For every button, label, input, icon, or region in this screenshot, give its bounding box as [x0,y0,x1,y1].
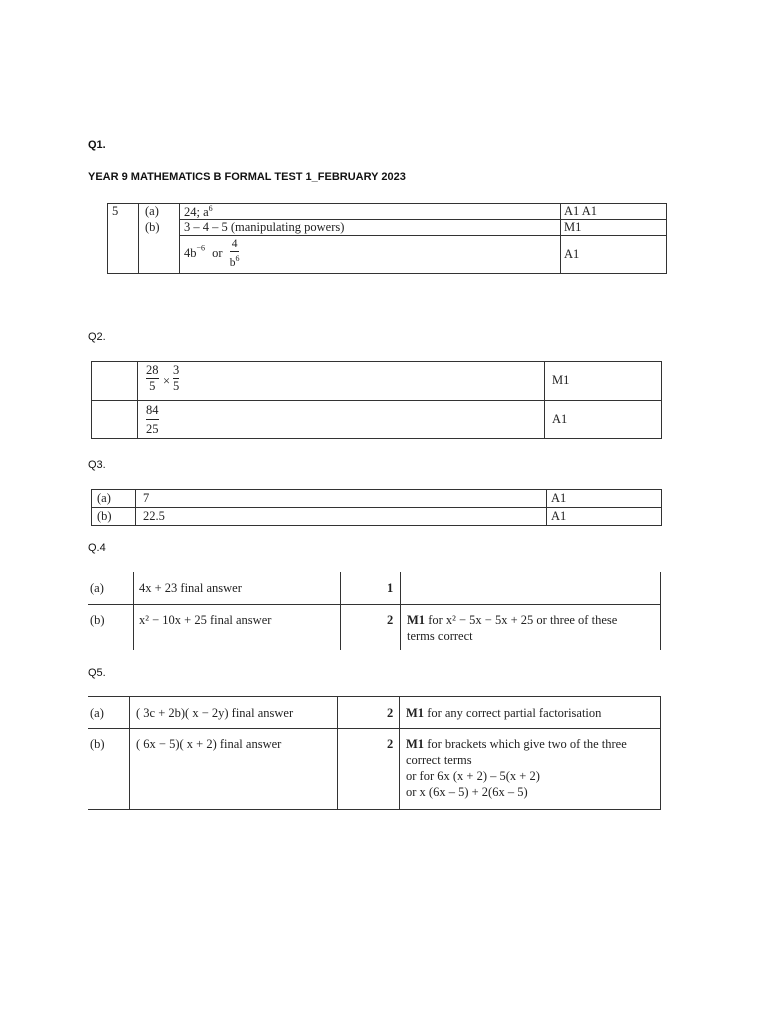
q5-row2-answer: ( 6x − 5)( x + 2) final answer [136,737,282,751]
q1-row3-fraction: $\frac{4}{b^6}$ [229,238,240,269]
q1-heading: Q1. [88,139,106,151]
q1-row1-mark: A1 A1 [564,204,597,218]
q1-row1-part: (a) [145,204,159,218]
q3-row2-mark: A1 [551,509,567,523]
q1-row3-answer: $4b^{-6}$ or $\frac{4}{b^6}$ [184,238,240,269]
q2-row2-mark: A1 [552,412,568,426]
q3-table [91,489,662,526]
q5-row2-part: (b) [90,737,105,751]
q5-row1-answer: ( 3c + 2b)( x − 2y) final answer [136,706,294,720]
q1-row3-mark: A1 [564,247,580,261]
q4-row2-notes-line2: terms correct [407,629,473,643]
q5-row2-notes-line3: or for 6x (x + 2) – 5(x + 2) [406,769,540,783]
q2-row2-fraction: 84 25 [146,403,159,436]
q1-row2-part: (b) [145,220,160,234]
q1-row1-number: 5 [112,204,119,218]
q1-row2-answer: 3 – 4 – 5 (manipulating powers) [184,220,345,234]
test-title: YEAR 9 MATHEMATICS B FORMAL TEST 1_FEBRUARY 2023 [88,171,406,183]
q1-row1-answer: 24; $a^6$ [184,204,213,220]
q2-row1-mark: M1 [552,373,570,387]
q1-row2-mark: M1 [564,220,582,234]
q5-row2-notes: M1 for brackets which give two of the three [406,737,627,751]
q3-row1-mark: A1 [551,491,567,505]
q4-row1-answer: 4x + 23 final answer [139,581,242,595]
q3-row1-part: (a) [97,491,111,505]
q3-row2-answer: 22.5 [143,509,165,523]
q5-row1-marks: 2 [387,706,394,720]
q4-row2-answer: x² − 10x + 25 final answer [139,613,272,627]
q5-row2-marks: 2 [387,737,394,751]
q2-row1-times: × [163,374,171,388]
q3-row1-answer: 7 [143,491,150,505]
q5-row1-notes: M1 for any correct partial factorisation [406,706,602,720]
q4-row2-part: (b) [90,613,105,627]
q3-row2-part: (b) [97,509,112,523]
q4-row1-part: (a) [90,581,104,595]
q5-row2-notes-line2: correct terms [406,753,472,767]
q2-heading: Q2. [88,331,106,343]
q4-heading: Q.4 [88,542,106,554]
q4-row1-marks: 1 [387,581,394,595]
q5-row2-notes-line4: or x (6x – 5) + 2(6x – 5) [406,785,528,799]
q5-row1-part: (a) [90,706,104,720]
q2-row1-fraction-1: 28 5 [146,363,159,393]
q3-heading: Q3. [88,459,106,471]
q4-row2-notes: M1 for x² − 5x − 5x + 25 or three of these [407,613,618,627]
q2-row1-fraction-2: 3 5 [173,363,180,393]
q5-heading: Q5. [88,667,106,679]
q4-row2-marks: 2 [387,613,394,627]
